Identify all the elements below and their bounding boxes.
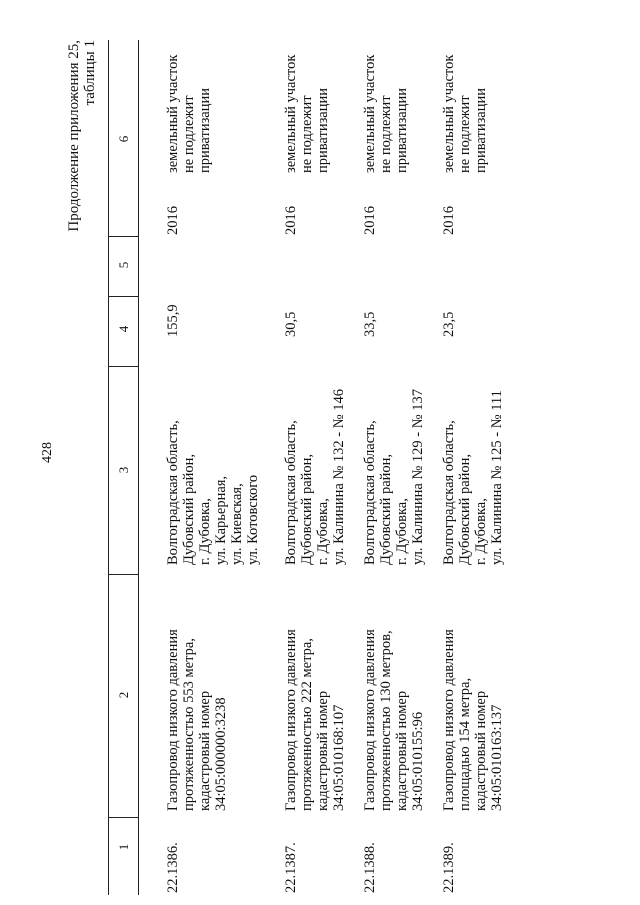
header-col-6: 6 — [116, 135, 131, 143]
row-number: 22.1388. — [362, 842, 378, 893]
header-col-5: 5 — [116, 261, 131, 269]
object-note: земельный участок не подлежит приватизации — [165, 54, 213, 173]
object-address: Волгоградская область, Дубовский район, г. Дубовка, ул. Калинина № 129 - № 137 — [362, 389, 426, 565]
object-year: 2016 — [441, 206, 457, 235]
row-number: 22.1387. — [283, 842, 299, 893]
continuation-line: Продолжение приложения 25, — [66, 40, 82, 232]
header-col-4: 4 — [116, 325, 131, 333]
table-top-border — [108, 40, 109, 895]
row-number: 22.1386. — [165, 842, 181, 893]
object-name: Газопровод низкого давления протяженностью 553 метра, кадастровый номер 34:05:000000:3238 — [165, 629, 229, 811]
object-value: 155,9 — [165, 304, 181, 337]
object-note: земельный участок не подлежит приватизации — [283, 54, 331, 173]
object-year: 2016 — [283, 206, 299, 235]
object-name: Газопровод низкого давления протяженностью 222 метра, кадастровый номер 34:05:010168:107 — [283, 629, 347, 811]
object-note: земельный участок не подлежит приватизации — [362, 54, 410, 173]
continuation-note — [66, 40, 98, 245]
object-year: 2016 — [362, 206, 378, 235]
object-address: Волгоградская область, Дубовский район, г. Дубовка, ул. Карьерная, ул. Киевская, ул. Котовского — [165, 420, 261, 565]
object-value: 23,5 — [441, 311, 457, 337]
header-col-3: 3 — [116, 466, 131, 474]
table-header-border — [138, 40, 139, 895]
col-divider — [108, 366, 138, 367]
object-address: Волгоградская область, Дубовский район, г. Дубовка, ул. Калинина № 132 - № 146 — [283, 389, 347, 565]
object-note: земельный участок не подлежит приватизации — [441, 54, 489, 173]
row-number: 22.1389. — [441, 842, 457, 893]
col-divider — [108, 574, 138, 575]
object-value: 30,5 — [283, 311, 299, 337]
col-divider — [108, 296, 138, 297]
object-value: 33,5 — [362, 311, 378, 337]
object-name: Газопровод низкого давления площадью 154 метра, кадастровый номер 34:05:010163:137 — [441, 629, 505, 811]
header-col-2: 2 — [116, 691, 131, 699]
object-year: 2016 — [165, 206, 181, 235]
object-address: Волгоградская область, Дубовский район, г. Дубовка, ул. Калинина № 125 - № 111 — [441, 390, 505, 565]
col-divider — [108, 236, 138, 237]
object-name: Газопровод низкого давления протяженностью 130 метров, кадастровый номер 34:05:010155:96 — [362, 629, 426, 811]
col-divider — [108, 817, 138, 818]
page-number: 428 — [40, 442, 55, 463]
header-col-1: 1 — [116, 843, 131, 851]
continuation-line: таблицы 1 — [82, 40, 98, 106]
